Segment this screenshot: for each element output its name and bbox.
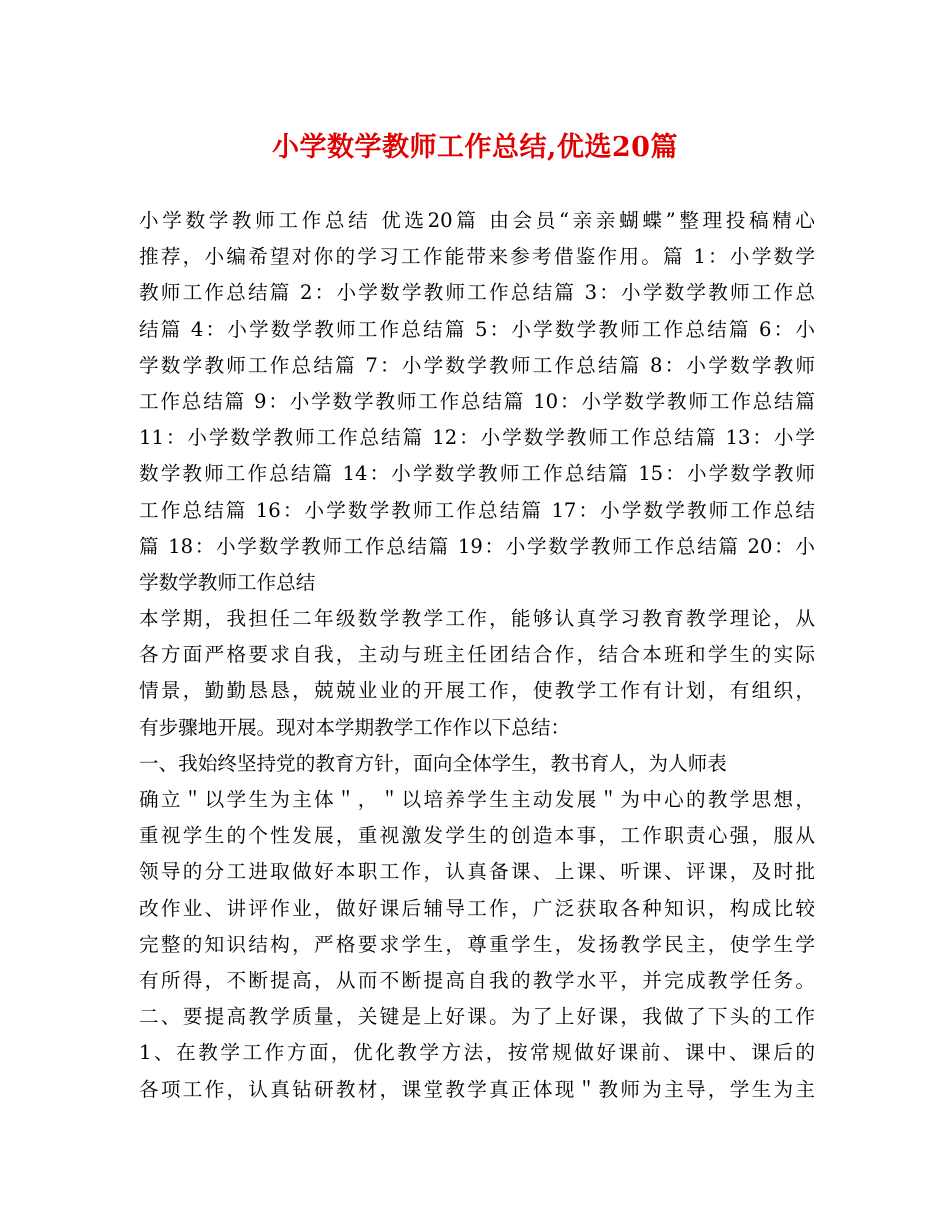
body-line: 有步骤地开展。现对本学期教学工作作以下总结： xyxy=(139,715,571,739)
body-line: 数学教师工作总结篇 14：小学数学教师工作总结篇 15：小学数学教师 xyxy=(139,462,815,486)
body-line: 教师工作总结篇 2：小学数学教师工作总结篇 3：小学数学教师工作总 xyxy=(139,281,815,305)
body-line: 推荐，小编希望对你的学习工作能带来参考借鉴作用。篇 1：小学数学 xyxy=(139,245,815,269)
body-line: 学数学教师工作总结篇 7：小学数学教师工作总结篇 8：小学数学教师 xyxy=(139,353,815,377)
body-line: 二、要提高教学质量，关键是上好课。为了上好课，我做了下头的工作 xyxy=(139,1005,815,1029)
body-line: 结篇 4：小学数学教师工作总结篇 5：小学数学教师工作总结篇 6：小 xyxy=(139,317,815,341)
body-line: 完整的知识结构，严格要求学生，尊重学生，发扬教学民主，使学生学 xyxy=(139,932,815,956)
body-line: 各项工作，认真钻研教材，课堂教学真正体现＂教师为主导，学生为主 xyxy=(139,1077,815,1101)
body-line: 篇 18：小学数学教师工作总结篇 19：小学数学教师工作总结篇 20：小 xyxy=(139,534,815,558)
body-line: 领导的分工进取做好本职工作，认真备课、上课、听课、评课，及时批 xyxy=(139,860,815,884)
body-line: 学数学教师工作总结 xyxy=(139,570,316,594)
body-line: 重视学生的个性发展，重视激发学生的创造本事，工作职责心强，服从 xyxy=(139,824,815,848)
document-body xyxy=(139,203,815,1108)
body-line: 工作总结篇 9：小学数学教师工作总结篇 10：小学数学教师工作总结篇 xyxy=(139,389,815,413)
body-line: 1、在教学工作方面，优化教学方法，按常规做好课前、课中、课后的 xyxy=(139,1041,815,1065)
body-line: 改作业、讲评作业，做好课后辅导工作，广泛获取各种知识，构成比较 xyxy=(139,896,815,920)
body-line: 各方面严格要求自我，主动与班主任团结合作，结合本班和学生的实际 xyxy=(139,643,815,667)
body-line: 本学期，我担任二年级数学教学工作，能够认真学习教育教学理论，从 xyxy=(139,607,815,631)
body-line: 有所得，不断提高，从而不断提高自我的教学水平，并完成教学任务。 xyxy=(139,968,815,992)
body-line: 小学数学教师工作总结 优选20篇 由会员“亲亲蝴蝶”整理投稿精心 xyxy=(139,209,815,232)
body-line: 工作总结篇 16：小学数学教师工作总结篇 17：小学数学教师工作总结 xyxy=(139,498,815,522)
body-line: 一、我始终坚持党的教育方针，面向全体学生，教书育人，为人师表 xyxy=(139,751,727,775)
document-title: 小学数学教师工作总结,优选20篇 xyxy=(272,132,678,163)
body-line: 确立＂以学生为主体＂，＂以培养学生主动发展＂为中心的教学思想， xyxy=(139,788,815,811)
body-line: 11：小学数学教师工作总结篇 12：小学数学教师工作总结篇 13：小学 xyxy=(139,426,815,450)
body-line: 情景，勤勤恳恳，兢兢业业的开展工作，使教学工作有计划，有组织， xyxy=(139,679,815,703)
